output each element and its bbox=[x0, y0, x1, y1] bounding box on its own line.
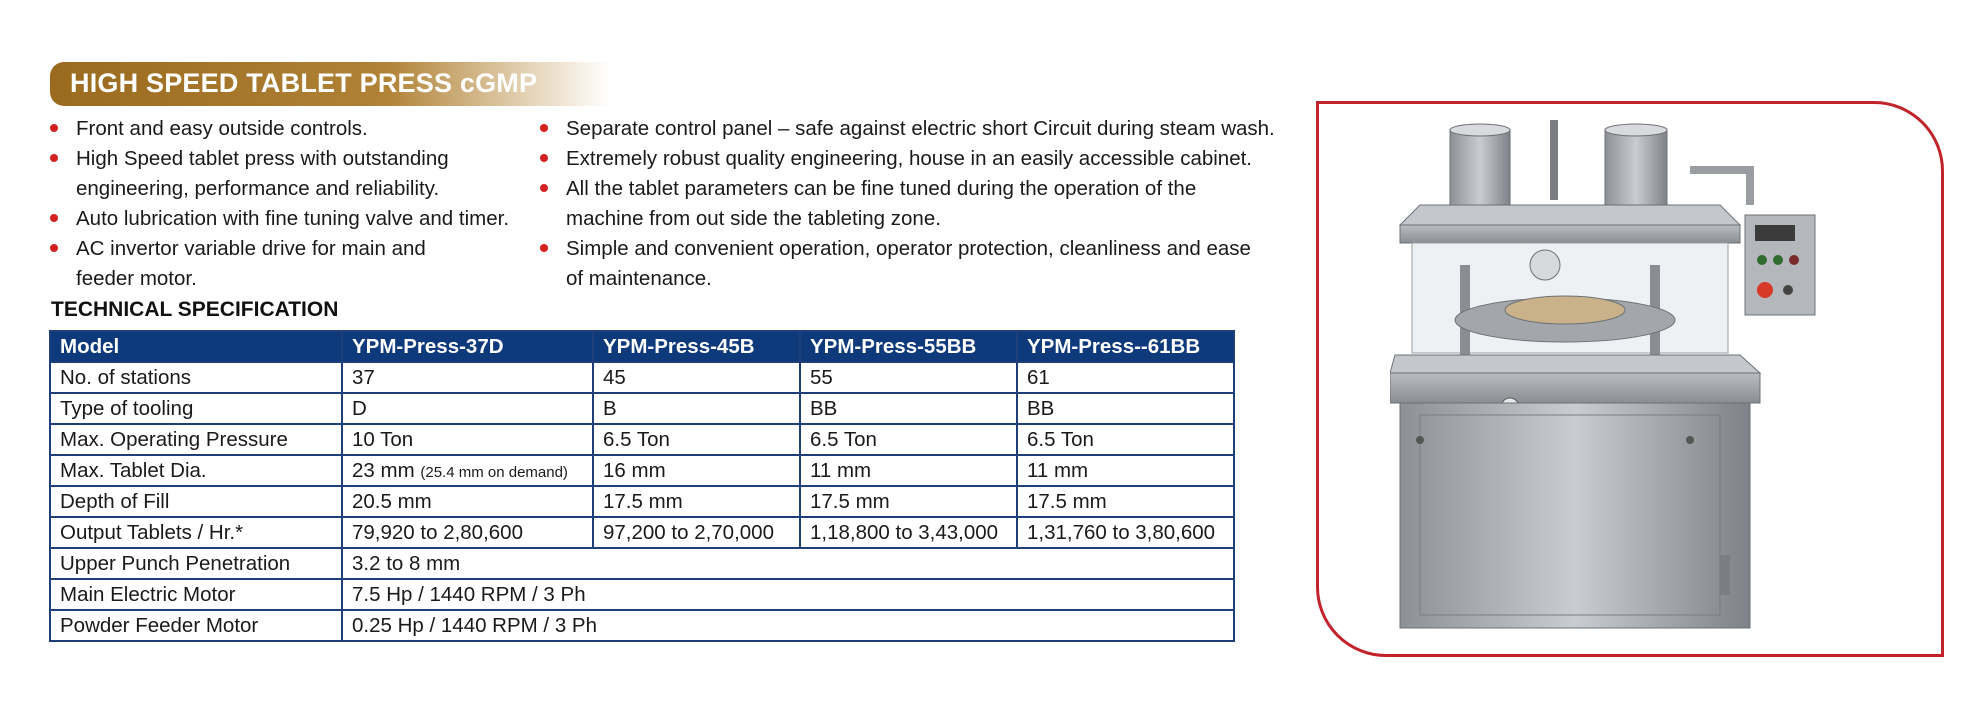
table-cell: 79,920 to 2,80,600 bbox=[342, 517, 593, 548]
table-cell: 16 mm bbox=[593, 455, 800, 486]
table-header-cell: Model bbox=[50, 331, 342, 362]
table-row bbox=[50, 455, 1234, 486]
feature-item: Simple and convenient operation, operator protection, cleanliness and ease of maintenance. bbox=[540, 234, 1256, 294]
table-cell: 11 mm bbox=[1017, 455, 1234, 486]
table-cell: D bbox=[342, 393, 593, 424]
table-cell: 6.5 Ton bbox=[800, 424, 1017, 455]
table-cell: 3.2 to 8 mm bbox=[342, 548, 1234, 579]
row-label: Upper Punch Penetration bbox=[50, 548, 342, 579]
table-cell: 1,31,760 to 3,80,600 bbox=[1017, 517, 1234, 548]
table-cell: 37 bbox=[342, 362, 593, 393]
table-cell: 7.5 Hp / 1440 RPM / 3 Ph bbox=[342, 579, 1234, 610]
features-left bbox=[50, 114, 530, 294]
table-cell: 45 bbox=[593, 362, 800, 393]
spec-heading: TECHNICAL SPECIFICATION bbox=[51, 298, 339, 321]
table-row bbox=[50, 517, 1234, 548]
table-header-cell: YPM-Press-55BB bbox=[800, 331, 1017, 362]
feature-item: AC invertor variable drive for main and feeder motor. bbox=[50, 234, 456, 294]
table-cell: 0.25 Hp / 1440 RPM / 3 Ph bbox=[342, 610, 1234, 641]
table-cell: 11 mm bbox=[800, 455, 1017, 486]
row-label: No. of stations bbox=[50, 362, 342, 393]
table-row bbox=[50, 579, 1234, 610]
feature-item: Separate control panel – safe against electric short Circuit during steam wash. bbox=[540, 114, 1300, 144]
row-label: Output Tablets / Hr.* bbox=[50, 517, 342, 548]
table-cell: 55 bbox=[800, 362, 1017, 393]
feature-item: Auto lubrication with fine tuning valve and timer. bbox=[50, 204, 530, 234]
row-label: Type of tooling bbox=[50, 393, 342, 424]
table-cell: 17.5 mm bbox=[1017, 486, 1234, 517]
feature-item: Extremely robust quality engineering, house in an easily accessible cabinet. bbox=[540, 144, 1300, 174]
table-row bbox=[50, 548, 1234, 579]
row-label: Depth of Fill bbox=[50, 486, 342, 517]
table-header-row bbox=[50, 331, 1234, 362]
table-cell: 17.5 mm bbox=[800, 486, 1017, 517]
table-cell bbox=[342, 455, 593, 486]
feature-item: High Speed tablet press with outstanding engineering, performance and reliability. bbox=[50, 144, 456, 204]
cell-note: (25.4 mm on demand) bbox=[420, 463, 568, 481]
spec-table bbox=[49, 330, 1235, 642]
table-row bbox=[50, 393, 1234, 424]
cell-value: 23 mm bbox=[352, 458, 415, 482]
row-label: Max. Tablet Dia. bbox=[50, 455, 342, 486]
table-header-cell: YPM-Press-45B bbox=[593, 331, 800, 362]
table-row bbox=[50, 424, 1234, 455]
tablet-press-machine-icon bbox=[1390, 115, 1850, 635]
table-cell: BB bbox=[800, 393, 1017, 424]
table-cell: 20.5 mm bbox=[342, 486, 593, 517]
table-cell: 97,200 to 2,70,000 bbox=[593, 517, 800, 548]
table-row bbox=[50, 486, 1234, 517]
table-cell: 1,18,800 to 3,43,000 bbox=[800, 517, 1017, 548]
table-header-cell: YPM-Press-37D bbox=[342, 331, 593, 362]
table-header-cell: YPM-Press--61BB bbox=[1017, 331, 1234, 362]
table-cell: 6.5 Ton bbox=[1017, 424, 1234, 455]
title-banner bbox=[50, 62, 610, 106]
table-cell: 17.5 mm bbox=[593, 486, 800, 517]
table-row bbox=[50, 610, 1234, 641]
feature-item: All the tablet parameters can be fine tuned during the operation of the machine from out side the tableting zone. bbox=[540, 174, 1256, 234]
feature-item: Front and easy outside controls. bbox=[50, 114, 530, 144]
table-cell: B bbox=[593, 393, 800, 424]
row-label: Powder Feeder Motor bbox=[50, 610, 342, 641]
table-row bbox=[50, 362, 1234, 393]
page-title: HIGH SPEED TABLET PRESS cGMP bbox=[70, 68, 538, 98]
row-label: Main Electric Motor bbox=[50, 579, 342, 610]
table-cell: 61 bbox=[1017, 362, 1234, 393]
row-label: Max. Operating Pressure bbox=[50, 424, 342, 455]
table-cell: BB bbox=[1017, 393, 1234, 424]
table-cell: 10 Ton bbox=[342, 424, 593, 455]
table-cell: 6.5 Ton bbox=[593, 424, 800, 455]
features-right bbox=[540, 114, 1300, 294]
